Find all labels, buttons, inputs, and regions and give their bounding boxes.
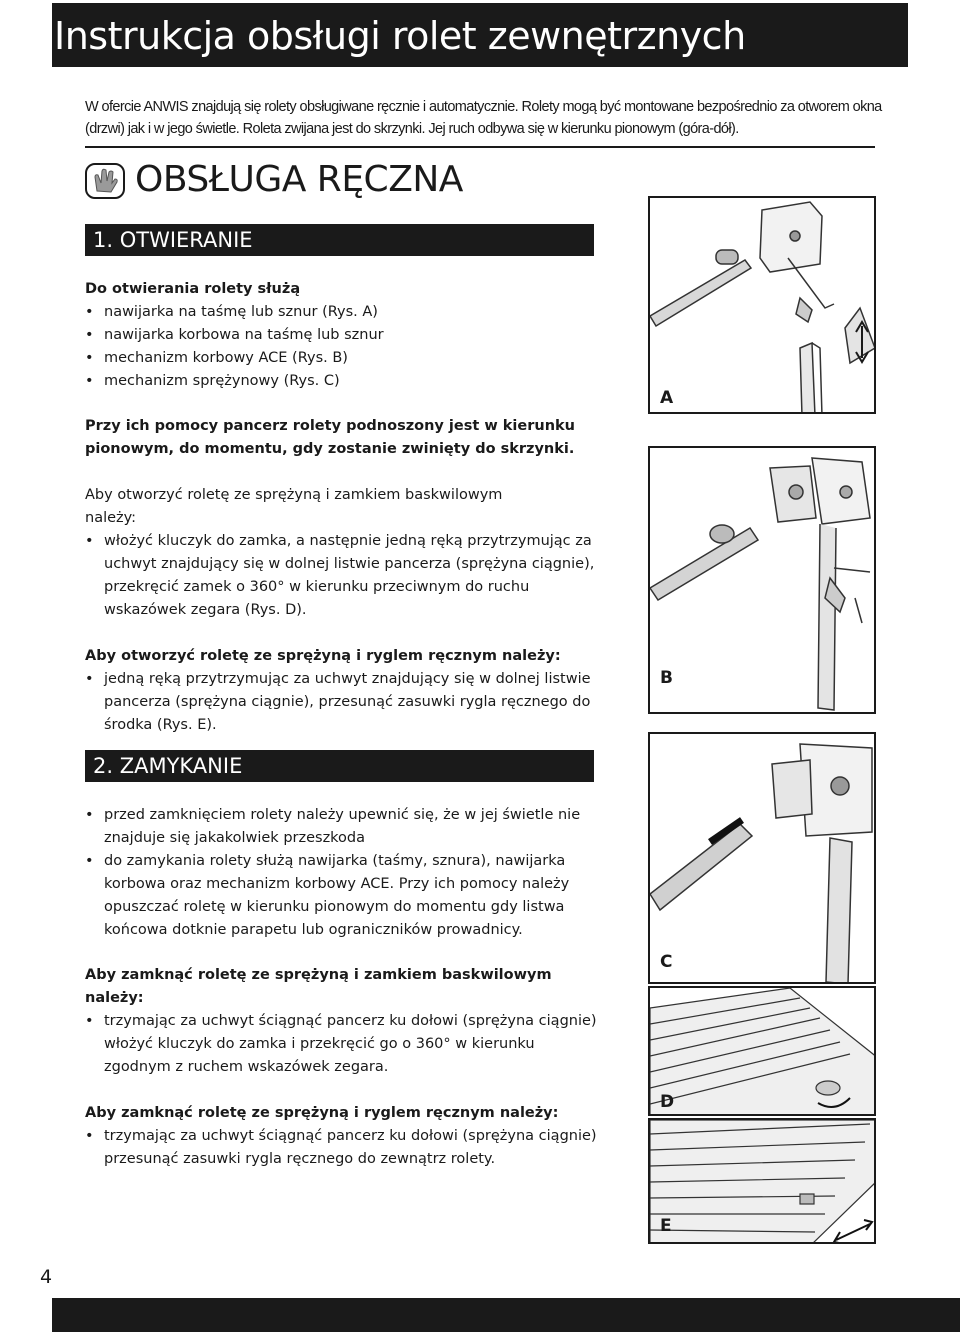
figure-d-drawing <box>650 988 876 1116</box>
closing-bolt-list <box>85 1125 605 1171</box>
list-item: • mechanizm sprężynowy (Rys. C) <box>85 370 585 393</box>
figure-label: B <box>660 668 673 688</box>
opening-bolt-list <box>85 668 610 737</box>
page-number: 4 <box>40 1266 53 1288</box>
opening-note: Przy ich pomocy pancerz rolety podnoszony jest w kierunku pionowym, do momentu, gdy zostanie zwinięty do skrzynki. <box>85 418 575 457</box>
figure-label: A <box>660 388 674 408</box>
figure-a-drawing <box>650 198 876 414</box>
page-title: Instrukcja obsługi rolet zewnętrznych <box>54 14 746 58</box>
opening-list <box>85 301 585 393</box>
section-opening-title: 1. OTWIERANIE <box>85 224 594 256</box>
opening-lock-list <box>85 530 600 622</box>
footer-bar <box>52 1298 960 1332</box>
manual-operation-heading: OBSŁUGA RĘCZNA <box>135 159 463 200</box>
list-item: • do zamykania rolety służą nawijarka (taśmy, sznura), nawijarka korbowa oraz mechanizm korbowy ACE. Przy ich pomocy należy opuszczać roletę w kierunku pionowym do momentu gdy listwa końcowa dotknie parapetu lub ograniczników prowadnicy. <box>85 850 600 942</box>
figure-b <box>648 446 876 714</box>
figure-label: C <box>660 952 673 972</box>
figure-label: E <box>660 1216 672 1236</box>
figure-c <box>648 732 876 984</box>
closing-lock-list <box>85 1010 605 1079</box>
list-item: • trzymając za uchwyt ściągnąć pancerz ku dołowi (sprężyna ciągnie) przesunąć zasuwki rygla ręcznego do zewnątrz rolety. <box>85 1125 605 1171</box>
section-closing-title: 2. ZAMYKANIE <box>85 750 594 782</box>
opening-bolt-heading: Aby otworzyć roletę ze sprężyną i ryglem ręcznym należy: <box>85 648 561 664</box>
list-item: • jedną ręką przytrzymując za uchwyt znajdujący się w dolnej listwie pancerza (sprężyna ciągnie), przesunąć zasuwki rygla ręcznego do środka (Rys. E). <box>85 668 610 737</box>
figure-c-drawing <box>650 734 876 984</box>
closing-list <box>85 804 600 942</box>
hand-icon <box>85 163 125 199</box>
closing-bolt-heading: Aby zamknąć roletę ze sprężyną i ryglem ręcznym należy: <box>85 1105 559 1121</box>
list-item: • mechanizm korbowy ACE (Rys. B) <box>85 347 585 370</box>
divider <box>85 146 875 148</box>
opening-lock-intro: Aby otworzyć roletę ze sprężyną i zamkiem baskwilowym należy: <box>85 487 503 526</box>
closing-lock-heading: Aby zamknąć roletę ze sprężyną i zamkiem baskwilowym należy: <box>85 967 552 1006</box>
opening-lead: Do otwierania rolety służą <box>85 281 301 297</box>
list-item: • trzymając za uchwyt ściągnąć pancerz ku dołowi (sprężyna ciągnie) włożyć kluczyk do zamka i przekręcić go o 360° w kierunku zgodnym z ruchem wskazówek zegara. <box>85 1010 605 1079</box>
figure-d <box>648 986 876 1116</box>
figure-e <box>648 1118 876 1244</box>
figure-b-drawing <box>650 448 876 714</box>
list-item: • nawijarka korbowa na taśmę lub sznur <box>85 324 585 347</box>
figure-a <box>648 196 876 414</box>
list-item: • włożyć kluczyk do zamka, a następnie jedną ręką przytrzymując za uchwyt znajdujący się w dolnej listwie pancerza (sprężyna ciągnie), przekręcić zamek o 360° w kierunku przeciwnym do ruchu wskazówek zegara (Rys. D). <box>85 530 600 622</box>
list-item: • nawijarka na taśmę lub sznur (Rys. A) <box>85 301 585 324</box>
figure-label: D <box>660 1092 675 1112</box>
figure-e-drawing <box>650 1120 876 1244</box>
intro-text: W ofercie ANWIS znajdują się rolety obsługiwane ręcznie i automatycznie. Rolety mogą być montowane bezpośrednio za otworem okna (drzwi) jak i w jego świetle. Roleta zwijana jest do skrzynki. Jej ruch odbywa się w kierunku pionowym (góra-dół). <box>85 99 882 137</box>
list-item: • przed zamknięciem rolety należy upewnić się, że w jej świetle nie znajduje się jakakolwiek przeszkoda <box>85 804 600 850</box>
